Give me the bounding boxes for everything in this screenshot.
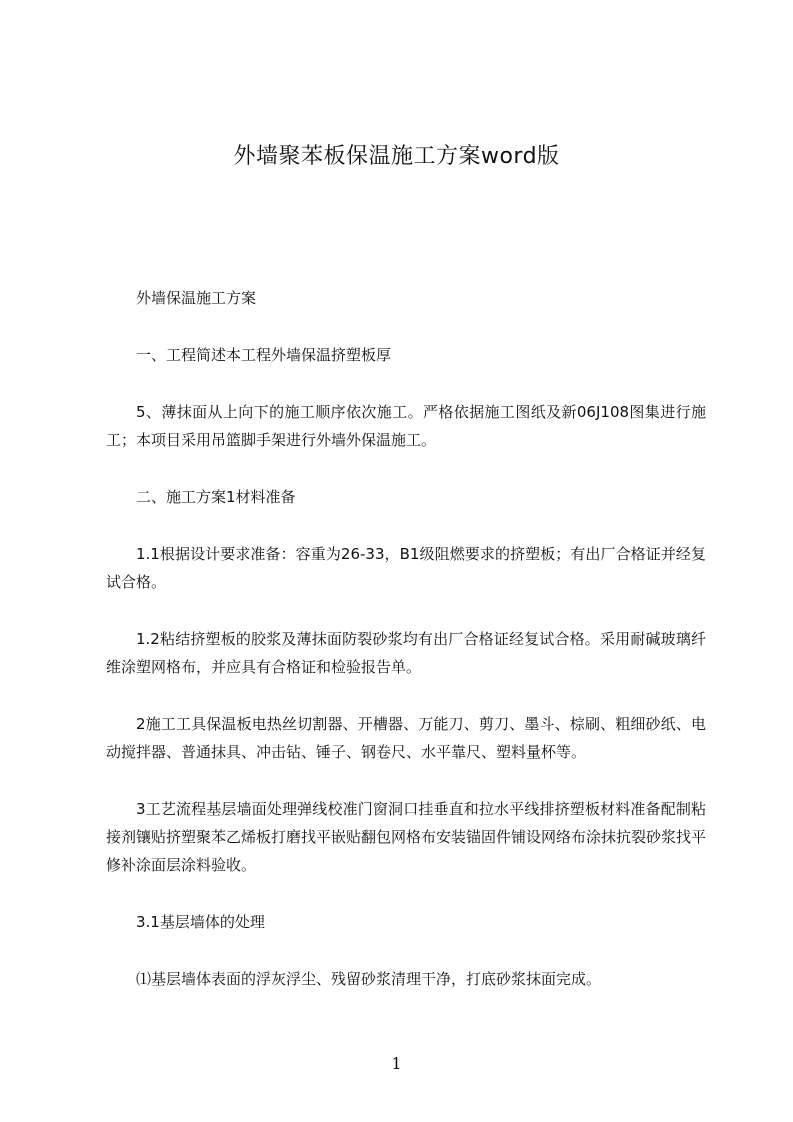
- paragraph-process-flow: 3工艺流程基层墙面处理弹线校准门窗洞口挂垂直和拉水平线排挤塑板材料准备配制粘接剂镶贴挤塑聚苯乙烯板打磨找平嵌贴翻包网格布安装锚固件铺设网络布涂抹抗裂砂浆找平修补涂面层涂料验收。: [106, 800, 707, 874]
- paragraph-material-1-1: 1.1根据设计要求准备：容重为26-33，B1级阻燃要求的挤塑板；有出厂合格证并经复试合格。: [106, 545, 706, 591]
- paragraph-section-2-heading: 二、施工方案1材料准备: [136, 488, 296, 506]
- paragraph-wall-cleaning: ⑴基层墙体表面的浮灰浮尘、残留砂浆清理干净，打底砂浆抹面完成。: [136, 970, 602, 988]
- paragraph-section-1-heading: 一、工程简述本工程外墙保温挤塑板厚: [136, 346, 392, 364]
- paragraph-material-1-2: 1.2粘结挤塑板的胶浆及薄抹面防裂砂浆均有出厂合格证经复试合格。采用耐碱玻璃纤维涂塑网格布，并应具有合格证和检验报告单。: [106, 630, 706, 676]
- document-body: [106, 284, 706, 993]
- paragraph-intro-heading: 外墙保温施工方案: [136, 289, 257, 307]
- paragraph-construction-order: 5、薄抹面从上向下的施工顺序依次施工。严格依据施工图纸及新06J108图集进行施工；本项目采用吊篮脚手架进行外墙外保温施工。: [106, 403, 706, 449]
- paragraph-tools: 2施工工具保温板电热丝切割器、开槽器、万能刀、剪刀、墨斗、棕刷、粗细砂纸、电动搅拌器、普通抹具、冲击钻、锤子、钢卷尺、水平靠尺、塑料量杯等。: [106, 715, 706, 761]
- page-number: 1: [391, 1054, 402, 1073]
- document-title: 外墙聚苯板保温施工方案word版: [233, 144, 560, 169]
- paragraph-wall-treatment-heading: 3.1基层墙体的处理: [136, 913, 265, 931]
